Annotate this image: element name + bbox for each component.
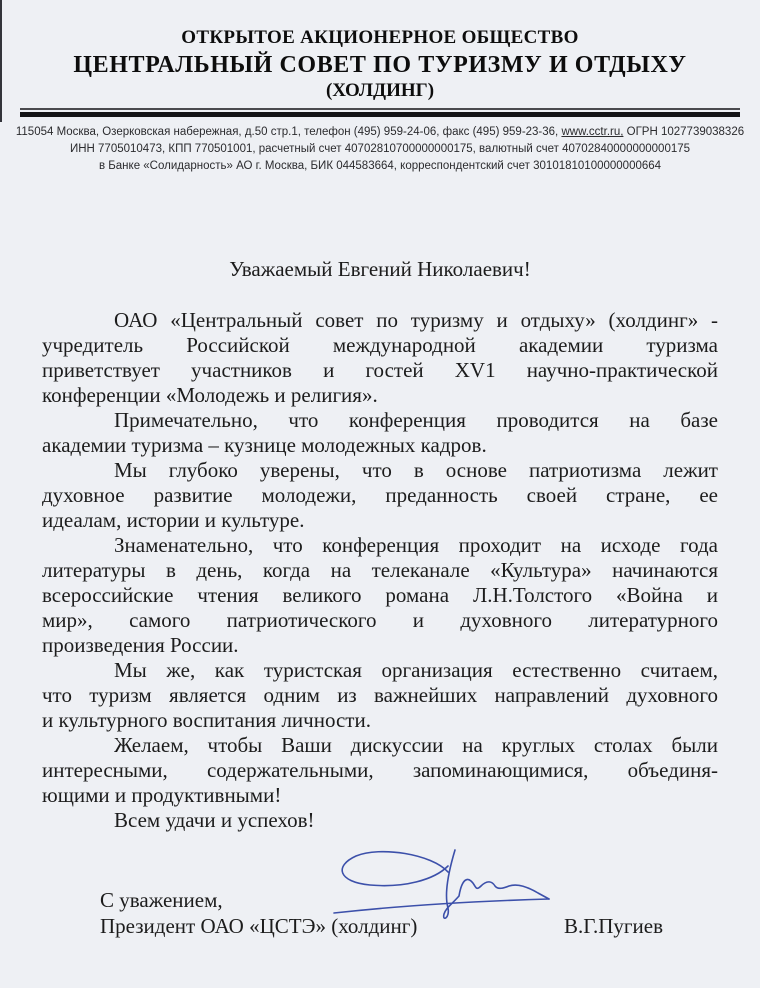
scan-edge-artifact	[0, 0, 2, 122]
letterhead	[0, 0, 760, 102]
contact-line-1-ogrn: ОГРН 1027739038326	[623, 126, 745, 138]
body-line: конференции «Молодежь и религия».	[42, 383, 378, 407]
body-line: мир», самого патриотического и духовного литературного	[42, 608, 718, 632]
paragraph	[42, 533, 718, 658]
contact-line-1	[0, 124, 760, 141]
body-line: академии туризма – кузнице молодежных кадров.	[42, 433, 487, 457]
org-name-line: ЦЕНТРАЛЬНЫЙ СОВЕТ ПО ТУРИЗМУ И ОТДЫХУ	[73, 52, 687, 78]
signoff-block	[42, 887, 718, 939]
body-line: что туризм является одним из важнейших направлений духовного	[42, 683, 718, 707]
body-line: произведения России.	[42, 633, 239, 657]
body-line: ОАО «Центральный совет по туризму и отдыху» (холдинг» -	[114, 308, 718, 332]
body-line: ющими и продуктивными!	[42, 783, 282, 807]
body-line: литературы в день, когда на телеканале «Культура» начинаются	[42, 558, 718, 582]
website-url: www.cctr.ru,	[561, 126, 624, 138]
contact-line-3: в Банке «Солидарность» АО г. Москва, БИК 044583664, корреспондентский счет 30101810100000000664	[98, 160, 662, 172]
signoff-left-column	[100, 887, 417, 939]
body-line: Знаменательно, что конференция проходит на исходе года	[114, 533, 718, 557]
body-line: духовное развитие молодежи, преданность своей стране, ее	[42, 483, 718, 507]
org-suffix-line: (ХОЛДИНГ)	[325, 80, 435, 101]
body-line: всероссийские чтения великого романа Л.Н.Толстого «Война и	[42, 583, 718, 607]
paragraph	[42, 458, 718, 533]
paragraph	[42, 658, 718, 733]
signer-title: Президент ОАО «ЦСТЭ» (холдинг)	[100, 914, 418, 938]
body-line: Мы же, как туристская организация естественно считаем,	[114, 658, 718, 682]
body-line: приветствует участников и гостей XV1 научно-практической	[42, 358, 718, 382]
body-line: интересными, содержательными, запоминающимися, объединя-	[42, 758, 718, 782]
signer-name: В.Г.Пугиев	[563, 914, 663, 938]
salutation: Уважаемый Евгений Николаевич!	[229, 257, 531, 281]
body-line: и культурного воспитания личности.	[42, 708, 371, 732]
contact-line-1-text: 115054 Москва, Озерковская набережная, д.50 стр.1, телефон (495) 959-24-06, факс (495) 959-23-36,	[15, 126, 562, 138]
paragraph	[42, 408, 718, 458]
closing-line: С уважением,	[100, 888, 223, 912]
body-line: Желаем, чтобы Ваши дискуссии на круглых столах были	[114, 733, 718, 757]
paragraphs	[42, 308, 718, 833]
body-line: Всем удачи и успехов!	[114, 808, 315, 832]
paragraph	[42, 808, 718, 833]
paragraph	[42, 733, 718, 808]
body-line: идеалам, истории и культуре.	[42, 508, 305, 532]
org-type-line: ОТКРЫТОЕ АКЦИОНЕРНОЕ ОБЩЕСТВО	[181, 27, 579, 48]
body-line: Мы глубоко уверены, что в основе патриотизма лежит	[114, 458, 718, 482]
body-line: Примечательно, что конференция проводится на базе	[114, 408, 718, 432]
body-line: учредитель Российской международной академии туризма	[42, 333, 718, 357]
paragraph	[42, 308, 718, 408]
letter-body	[42, 257, 718, 939]
header-divider-rule	[20, 108, 740, 117]
contact-block	[0, 124, 760, 175]
contact-line-2: ИНН 7705010473, КПП 770501001, расчетный счет 40702810700000000175, валютный счет 40702840000000000175	[69, 143, 691, 155]
